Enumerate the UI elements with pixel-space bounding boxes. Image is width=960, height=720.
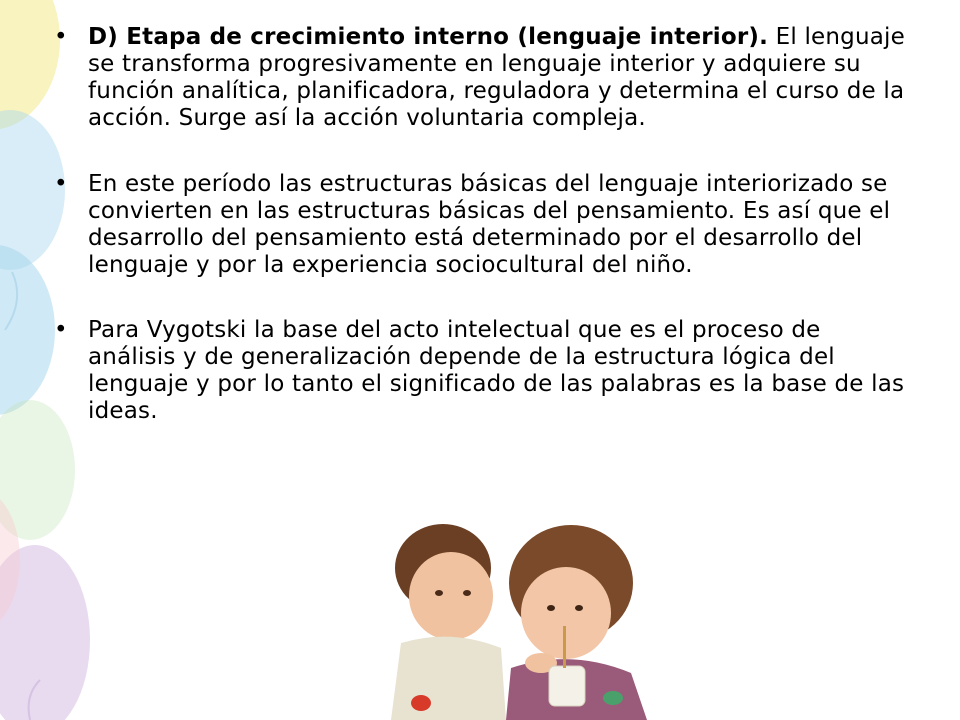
bullet-text: Para Vygotski la base del acto intelectual que es el proceso de análisis y de generalización depende de la estructura lógica del lenguaje y por lo tanto el significado de las palabras es la base de las ideas.	[88, 317, 905, 425]
bullet-icon: •	[54, 24, 68, 50]
bullet-item	[52, 24, 912, 133]
children-photo-icon	[381, 498, 647, 720]
bullet-item	[52, 317, 912, 426]
bullet-icon: •	[54, 170, 68, 197]
bullet-text: El lenguaje se transforma progresivamente en lenguaje interior y adquiere su función analítica, planificadora, reguladora y determina el curso de la acción. Surge así la acción voluntaria compleja.	[88, 24, 905, 132]
bullet-lead-text: D) Etapa de crecimiento interno (lenguaje interior).	[88, 24, 769, 50]
bullet-text: En este período las estructuras básicas del lenguaje interiorizado se convierten en las estructuras básicas del pensamiento. Es así que el desarrollo del pensamiento está determinado por el desarrollo del lenguaje y por la experiencia sociocultural del niño.	[88, 170, 891, 278]
bullet-list	[52, 24, 912, 464]
bullet-icon: •	[54, 317, 68, 343]
bullet-item	[52, 171, 912, 280]
